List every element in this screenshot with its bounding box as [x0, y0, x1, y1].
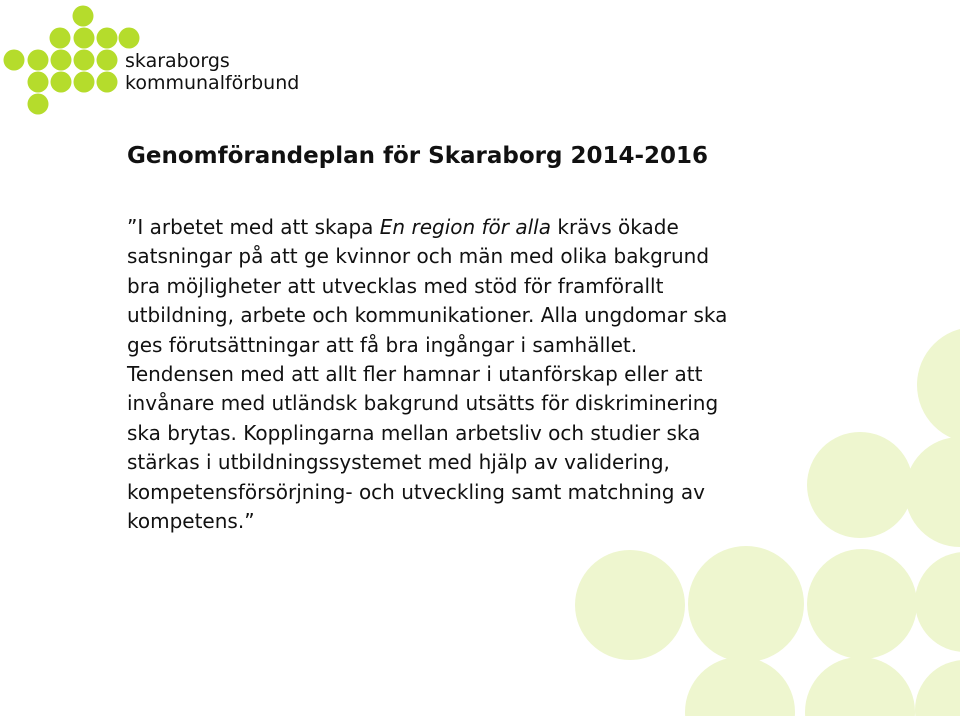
logo-dot — [4, 50, 25, 71]
decorative-circle — [905, 437, 960, 547]
decorative-circle — [685, 657, 795, 716]
logo-dot — [28, 50, 49, 71]
decorative-circle — [688, 546, 804, 662]
logo-dot — [97, 50, 118, 71]
quote-line: ska brytas. Kopplingarna mellan arbetsliv och studier ska — [127, 420, 701, 445]
quote-line1-prefix: ”I arbetet med att skapa — [127, 215, 380, 239]
logo-dot — [51, 50, 72, 71]
decorative-circle — [915, 660, 960, 716]
logo-dot — [74, 28, 95, 49]
logo-text-line1: skaraborgs — [125, 50, 230, 72]
quote-emphasis: En region för alla — [379, 215, 551, 239]
decorative-circle — [917, 327, 960, 443]
logo-dot — [73, 6, 94, 27]
quote-line: Tendensen med att allt fler hamnar i utanförskap eller att — [127, 362, 703, 387]
quote-line: bra möjligheter att utvecklas med stöd för framförallt — [127, 273, 664, 298]
decorative-circle — [805, 657, 915, 716]
logo-dot — [51, 72, 72, 93]
page-title: Genomförandeplan för Skaraborg 2014-2016 — [127, 143, 709, 169]
quote-line1-suffix: krävs ökade — [551, 215, 679, 239]
quote-line: kompetens.” — [127, 509, 255, 534]
decorative-circle — [915, 552, 960, 652]
logo-dot — [97, 72, 118, 93]
quote-line: satsningar på att ge kvinnor och män med olika bakgrund — [127, 244, 710, 269]
quote-paragraph — [127, 213, 887, 536]
quote-line: stärkas i utbildningssystemet med hjälp av validering, — [127, 450, 670, 475]
quote-line: invånare med utländsk bakgrund utsätts för diskriminering — [127, 391, 719, 416]
quote-line: utbildning, arbete och kommunikationer. Alla ungdomar ska — [127, 303, 728, 328]
logo-text-line2: kommunalförbund — [125, 72, 300, 94]
logo-dot — [119, 28, 140, 49]
logo-dot — [74, 50, 95, 71]
decorative-circle — [807, 549, 917, 659]
quote-line — [127, 213, 887, 242]
quote-line: kompetensförsörjning- och utveckling samt matchning av — [127, 479, 705, 504]
logo-dot — [28, 72, 49, 93]
logo-dot — [74, 72, 95, 93]
logo-dot — [50, 28, 71, 49]
decorative-circle — [575, 550, 685, 660]
logo-dot — [28, 94, 49, 115]
logo-dot — [97, 28, 118, 49]
logo-wordmark — [125, 50, 299, 94]
quote-line: ges förutsättningar att få bra ingångar i samhället. — [127, 332, 638, 357]
